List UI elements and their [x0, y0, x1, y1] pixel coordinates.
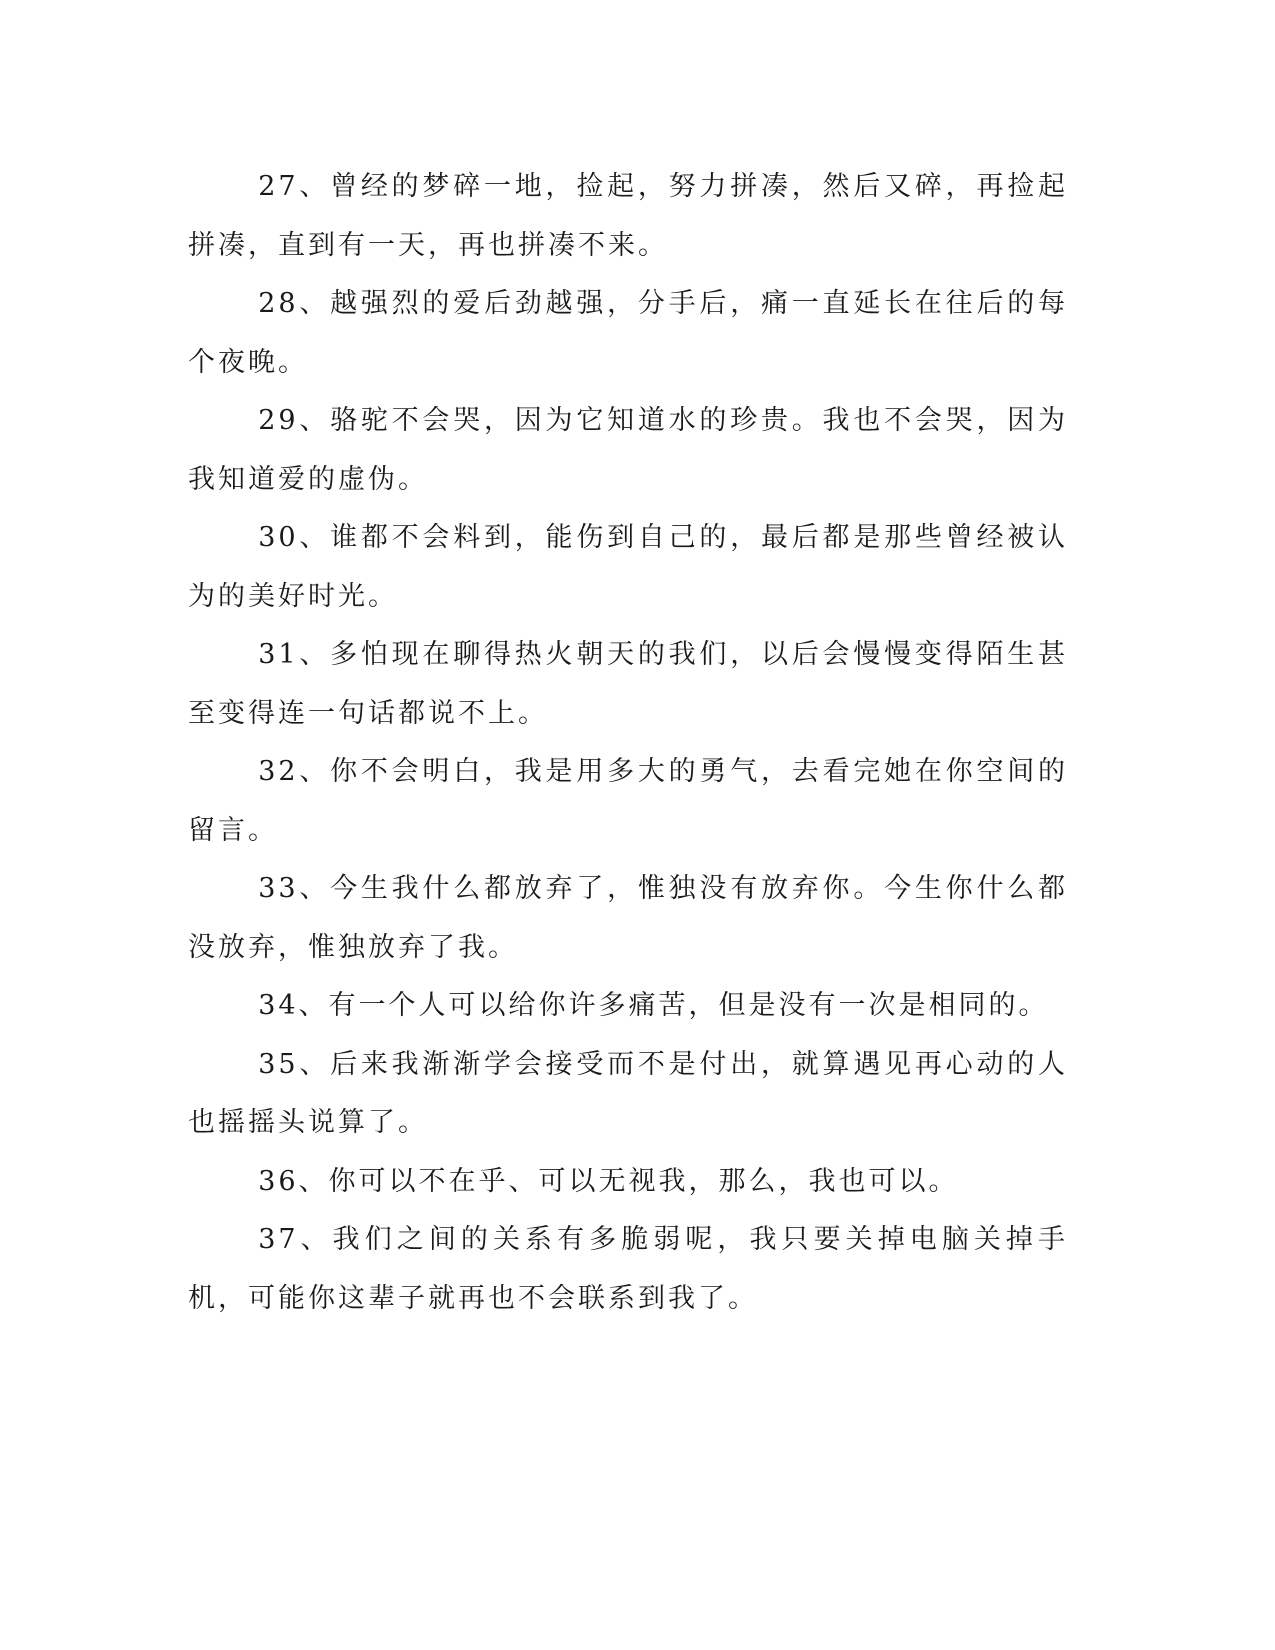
document-body [188, 158, 1068, 1328]
paragraph-36: 36、你可以不在乎、可以无视我，那么，我也可以。 [258, 1165, 959, 1197]
paragraph-28: 28、越强烈的爱后劲越强，分手后，痛一直延长在往后的每个夜晚。 [188, 288, 1068, 378]
paragraph-34: 34、有一个人可以给你许多痛苦，但是没有一次是相同的。 [258, 990, 1049, 1021]
paragraph-31: 31、多怕现在聊得热火朝天的我们，以后会慢慢变得陌生甚至变得连一句话都说不上。 [188, 639, 1068, 729]
paragraph-33: 33、今生我什么都放弃了，惟独没有放弃你。今生你什么都没放弃，惟独放弃了我。 [188, 873, 1068, 963]
paragraph-27: 27、曾经的梦碎一地，捡起，努力拼凑，然后又碎，再捡起拼凑，直到有一天，再也拼凑不来。 [188, 171, 1068, 261]
paragraph-30: 30、谁都不会料到，能伤到自己的，最后都是那些曾经被认为的美好时光。 [188, 522, 1068, 612]
paragraph-37: 37、我们之间的关系有多脆弱呢，我只要关掉电脑关掉手机，可能你这辈子就再也不会联系到我了。 [188, 1224, 1068, 1314]
paragraph-35: 35、后来我渐渐学会接受而不是付出，就算遇见再心动的人也摇摇头说算了。 [188, 1048, 1068, 1138]
paragraph-32: 32、你不会明白，我是用多大的勇气，去看完她在你空间的留言。 [188, 756, 1068, 846]
paragraph-29: 29、骆驼不会哭，因为它知道水的珍贵。我也不会哭，因为我知道爱的虚伪。 [188, 405, 1068, 495]
